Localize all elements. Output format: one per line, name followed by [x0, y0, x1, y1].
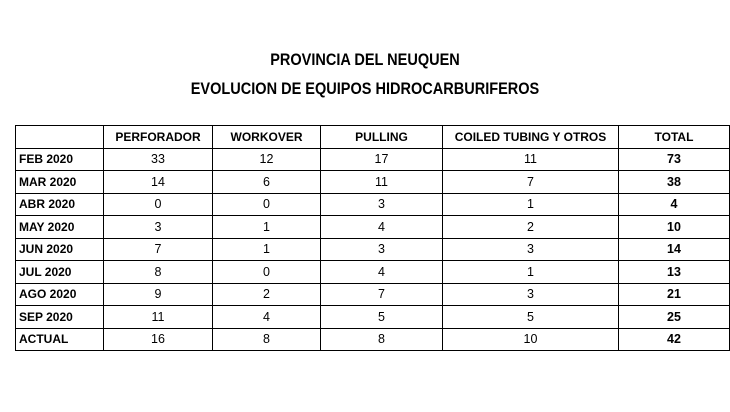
table-row [16, 238, 730, 261]
cell-perforador: 11 [104, 306, 213, 329]
cell-workover: 12 [213, 148, 321, 171]
cell-perforador: 14 [104, 171, 213, 194]
cell-pulling: 5 [321, 306, 443, 329]
cell-pulling: 3 [321, 238, 443, 261]
cell-total: 38 [619, 171, 730, 194]
row-label: JUL 2020 [16, 261, 104, 284]
cell-pulling: 7 [321, 283, 443, 306]
title-line-1: PROVINCIA DEL NEUQUEN [270, 51, 460, 69]
cell-total: 73 [619, 148, 730, 171]
cell-total: 42 [619, 328, 730, 351]
table-row [16, 171, 730, 194]
cell-total: 25 [619, 306, 730, 329]
table-row [16, 306, 730, 329]
cell-pulling: 11 [321, 171, 443, 194]
cell-coiled-tubing: 11 [443, 148, 619, 171]
header-row [16, 126, 730, 149]
document-title [0, 46, 730, 104]
cell-total: 21 [619, 283, 730, 306]
cell-workover: 0 [213, 193, 321, 216]
cell-pulling: 4 [321, 216, 443, 239]
table-row [16, 193, 730, 216]
cell-workover: 1 [213, 238, 321, 261]
cell-workover: 8 [213, 328, 321, 351]
header-cell-total: TOTAL [619, 126, 730, 149]
header-cell-pulling: PULLING [321, 126, 443, 149]
cell-perforador: 7 [104, 238, 213, 261]
cell-pulling: 8 [321, 328, 443, 351]
cell-coiled-tubing: 5 [443, 306, 619, 329]
row-label: SEP 2020 [16, 306, 104, 329]
cell-coiled-tubing: 3 [443, 238, 619, 261]
cell-perforador: 9 [104, 283, 213, 306]
cell-coiled-tubing: 10 [443, 328, 619, 351]
row-label: ACTUAL [16, 328, 104, 351]
cell-total: 13 [619, 261, 730, 284]
cell-workover: 0 [213, 261, 321, 284]
cell-pulling: 17 [321, 148, 443, 171]
cell-workover: 2 [213, 283, 321, 306]
header-cell-empty [16, 126, 104, 149]
table-row [16, 148, 730, 171]
cell-perforador: 33 [104, 148, 213, 171]
cell-workover: 6 [213, 171, 321, 194]
header-cell-coiled-tubing: COILED TUBING Y OTROS [443, 126, 619, 149]
equipment-table [15, 125, 730, 351]
cell-total: 10 [619, 216, 730, 239]
cell-workover: 4 [213, 306, 321, 329]
cell-total: 14 [619, 238, 730, 261]
row-label: JUN 2020 [16, 238, 104, 261]
cell-coiled-tubing: 7 [443, 171, 619, 194]
row-label: FEB 2020 [16, 148, 104, 171]
row-label: ABR 2020 [16, 193, 104, 216]
row-label: MAR 2020 [16, 171, 104, 194]
cell-total: 4 [619, 193, 730, 216]
row-label: MAY 2020 [16, 216, 104, 239]
header-cell-perforador: PERFORADOR [104, 126, 213, 149]
cell-pulling: 3 [321, 193, 443, 216]
table-row [16, 216, 730, 239]
cell-coiled-tubing: 1 [443, 261, 619, 284]
table-row [16, 283, 730, 306]
cell-perforador: 8 [104, 261, 213, 284]
cell-pulling: 4 [321, 261, 443, 284]
cell-perforador: 16 [104, 328, 213, 351]
cell-perforador: 3 [104, 216, 213, 239]
cell-perforador: 0 [104, 193, 213, 216]
cell-coiled-tubing: 1 [443, 193, 619, 216]
table-row [16, 328, 730, 351]
cell-coiled-tubing: 3 [443, 283, 619, 306]
row-label: AGO 2020 [16, 283, 104, 306]
title-line-2: EVOLUCION DE EQUIPOS HIDROCARBURIFEROS [190, 80, 540, 98]
cell-workover: 1 [213, 216, 321, 239]
cell-coiled-tubing: 2 [443, 216, 619, 239]
table-row [16, 261, 730, 284]
header-cell-workover: WORKOVER [213, 126, 321, 149]
